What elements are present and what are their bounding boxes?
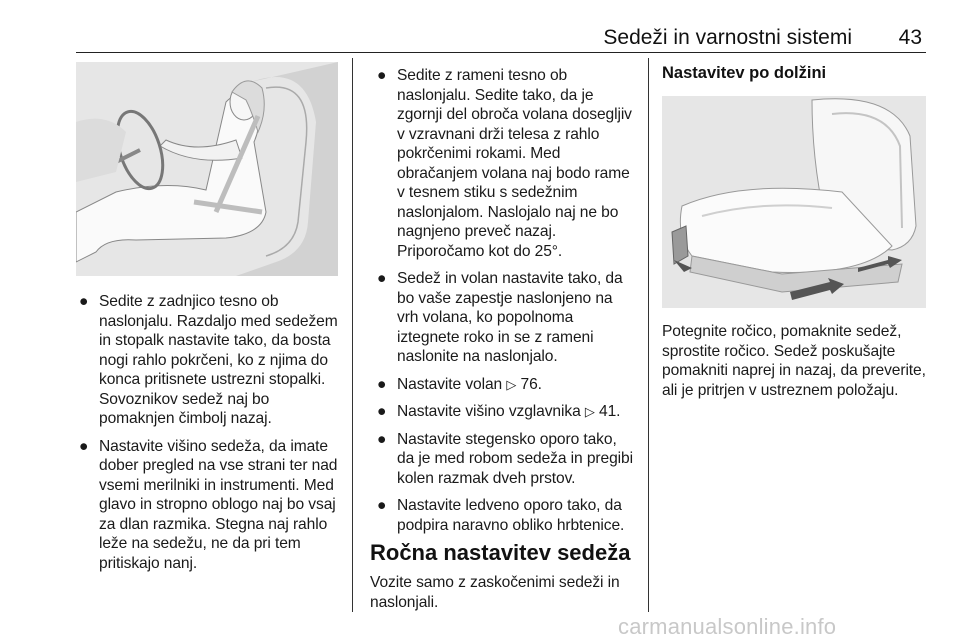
list-item-text: Nastavite volan — [397, 375, 503, 393]
list-item — [76, 292, 344, 429]
left-bullet-list — [76, 292, 344, 581]
list-item — [374, 402, 638, 422]
list-item-text: Nastavite ledveno oporo tako, da podpira naravno obliko hrbtenice. — [397, 497, 625, 534]
section-heading: Ročna nastavitev sedeža — [370, 540, 631, 565]
list-item-text: Sedež in volan nastavite tako, da bo vaše zapestje naslonjeno na vrh volana, ko popolnoma iztegnete roko in se z rameni naslonite na naslonjalo. — [397, 270, 623, 365]
column-divider-left — [352, 58, 353, 612]
list-item — [374, 269, 638, 367]
bullet-icon: ● — [79, 437, 89, 455]
list-item-text: Sedite z zadnjico tesno ob naslonjalu. Razdaljo med sedežem in stopalk nastavite tako, da bosta nogi rahlo pokrčeni, ko z njima do konca pritisnete ustrezni stopalki. Sovoznikov sedež naj bo pomaknjen čimbolj nazaj. — [99, 293, 338, 427]
middle-bullet-list — [374, 66, 638, 543]
bullet-icon: ● — [377, 403, 387, 420]
page-reference-link[interactable]: 76. — [520, 375, 542, 393]
list-item — [374, 496, 638, 535]
driver-position-illustration — [76, 62, 338, 276]
list-item-text: Nastavite višino sedeža, da imate dober pregled na vse strani ter nad vsemi merilniki in instrumenti. Med glavo in stropno oblogo naj bo vsaj za dlan razmika. Stegna naj rahlo leže na sedežu, ne da pri tem pritiskajo nanj. — [99, 437, 338, 572]
watermark: carmanualsonline.info — [618, 614, 837, 639]
subsection-heading: Nastavitev po dolžini — [662, 64, 827, 82]
bullet-icon: ● — [377, 430, 387, 448]
bullet-icon: ● — [377, 270, 387, 287]
bullet-icon: ● — [377, 67, 387, 84]
list-item — [76, 437, 344, 574]
page-number: 43 — [898, 26, 922, 49]
list-item — [374, 375, 638, 395]
bullet-icon: ● — [377, 497, 387, 514]
list-item-text: Nastavite stegensko oporo tako, da je med robom sedeža in pregibi kolen razmak dveh prstov. — [397, 430, 633, 487]
list-item — [374, 430, 638, 489]
header-divider — [76, 52, 926, 53]
page-title: Sedeži in varnostni sistemi — [603, 26, 852, 49]
page-reference-link[interactable]: 41. — [599, 403, 621, 420]
page-reference-icon: ▷ — [506, 376, 517, 392]
section-text: Vozite samo z zaskočenimi sedeži in naslonjali. — [370, 574, 620, 611]
list-item-text: Sedite z rameni tesno ob naslonjalu. Sedite tako, da je zgornji del obroča volana dosegljiv v vzravnani drži telesa z rahlo pokrčenimi rokami. Med obračanjem volana naj bodo rame v tesnem stiku s sedežnim naslonjalom. Naslojalo naj ne bo nagnjeno preveč nazaj. Priporočamo kot do 25°. — [397, 67, 632, 260]
seat-adjustment-drawing — [662, 96, 926, 308]
bullet-icon: ● — [377, 375, 387, 393]
page-reference-icon: ▷ — [584, 404, 595, 419]
seat-adjustment-text: Potegnite ročico, pomaknite sedež, sprostite ročico. Sedež poskušajte pomakniti naprej in nazaj, da preverite, ali je pritrjen v ustreznem položaju. — [662, 323, 926, 399]
driver-position-drawing — [76, 62, 338, 276]
column-divider-right — [648, 58, 649, 612]
list-item — [374, 66, 638, 261]
seat-adjustment-illustration — [662, 96, 926, 308]
list-item-text: Nastavite višino vzglavnika — [397, 403, 581, 420]
bullet-icon: ● — [79, 293, 89, 310]
